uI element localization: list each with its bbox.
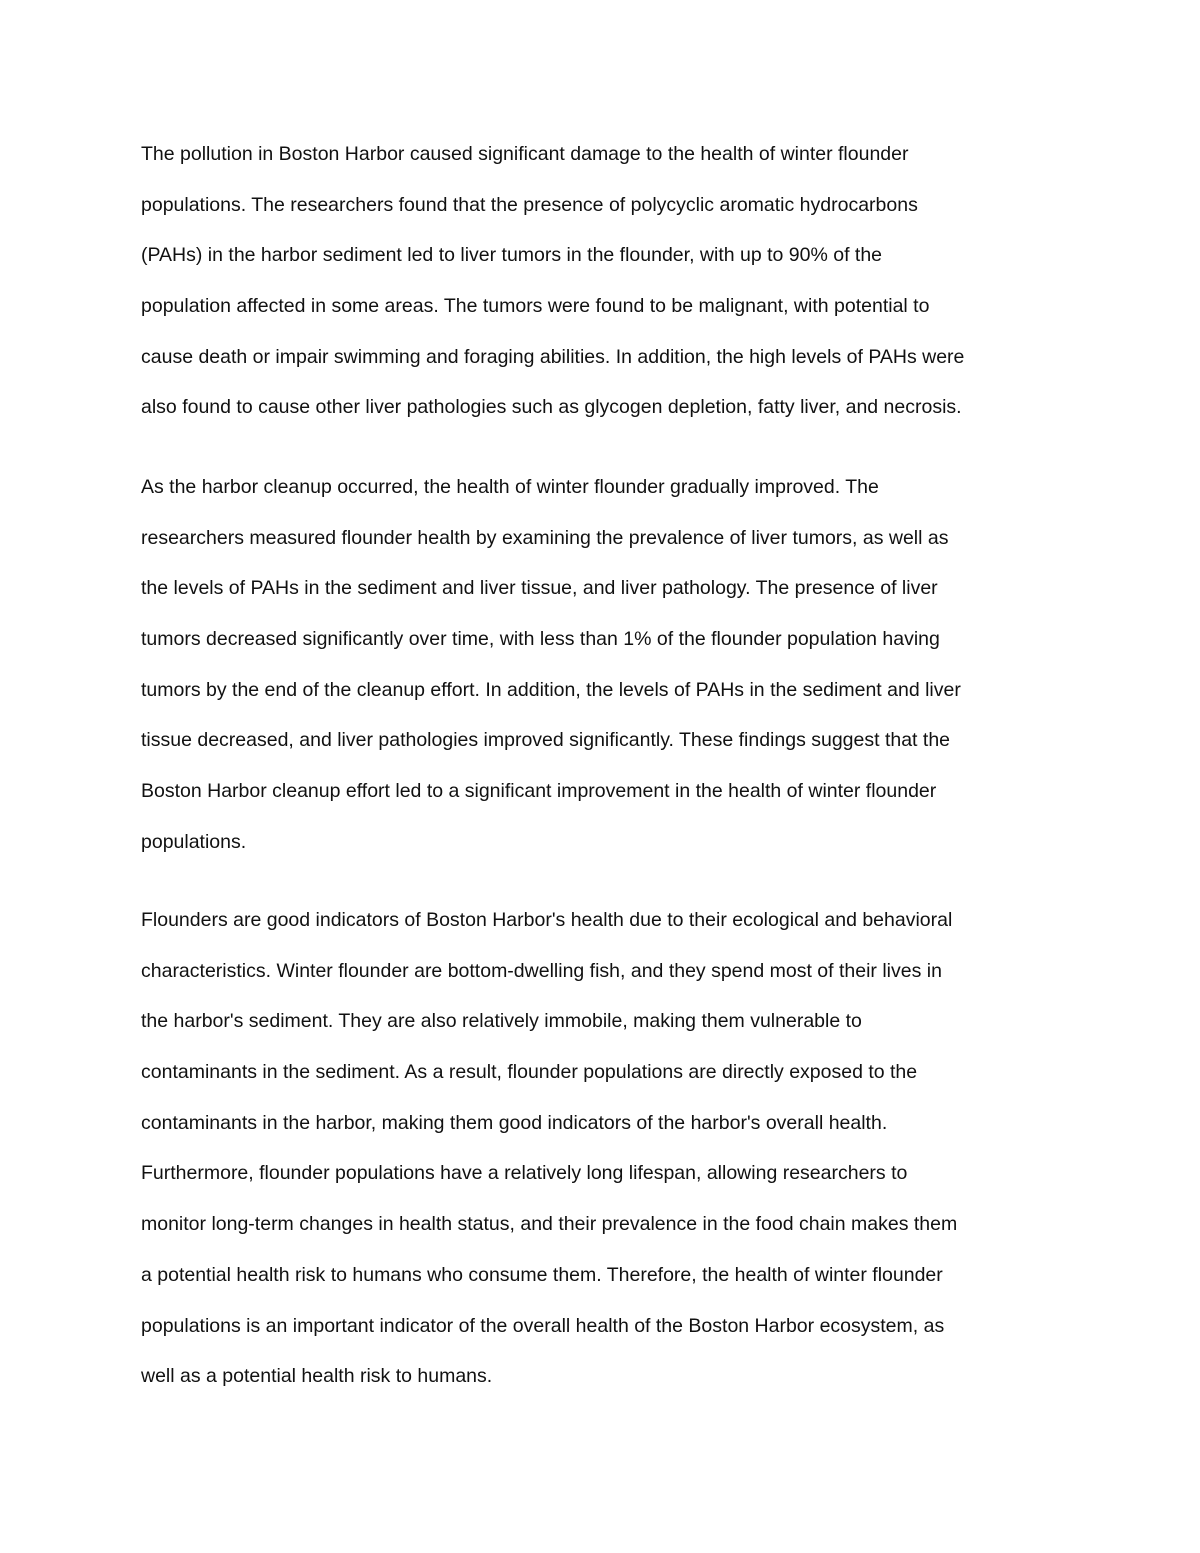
text-line: also found to cause other liver pathologies such as glycogen depletion, fatty liver, and necrosis. [141,396,962,419]
text-line: populations. [141,830,247,853]
text-line: contaminants in the sediment. As a result, flounder populations are directly exposed to the [141,1061,918,1084]
text-line: monitor long-term changes in health status, and their prevalence in the food chain makes them [141,1213,958,1236]
text-line: As the harbor cleanup occurred, the health of winter flounder gradually improved. The [141,476,879,498]
text-line: tumors decreased significantly over time, with less than 1% of the flounder population having [141,628,940,651]
text-line: (PAHs) in the harbor sediment led to liver tumors in the flounder, with up to 90% of the [141,244,883,267]
paragraph-flounder-indicators [141,909,1061,1416]
text-line: characteristics. Winter flounder are bottom-dwelling fish, and they spend most of their lives in [141,959,942,982]
paragraph-cleanup-improvement [141,476,1061,882]
text-line: the levels of PAHs in the sediment and liver tissue, and liver pathology. The presence of liver [141,577,938,600]
paragraph-flounder-damage [141,143,1061,447]
text-line: Flounders are good indicators of Boston Harbor's health due to their ecological and behavioral [141,909,953,931]
text-line: Furthermore, flounder populations have a relatively long lifespan, allowing researchers to [141,1162,908,1185]
text-line: contaminants in the harbor, making them good indicators of the harbor's overall health. [141,1111,888,1134]
text-line: populations. The researchers found that the presence of polycyclic aromatic hydrocarbons [141,193,918,216]
text-line: a potential health risk to humans who consume them. Therefore, the health of winter flounder [141,1263,943,1286]
text-line: tissue decreased, and liver pathologies improved significantly. These findings suggest that the [141,729,951,752]
text-line: Boston Harbor cleanup effort led to a significant improvement in the health of winter flounder [141,780,937,803]
text-line: researchers measured flounder health by examining the prevalence of liver tumors, as well as [141,526,949,549]
text-line: populations is an important indicator of the overall health of the Boston Harbor ecosystem, as [141,1314,945,1337]
text-line: population affected in some areas. The tumors were found to be malignant, with potential to [141,295,930,318]
text-line: The pollution in Boston Harbor caused significant damage to the health of winter flounder [141,143,909,165]
text-line: cause death or impair swimming and foraging abilities. In addition, the high levels of PAHs were [141,345,965,368]
text-line: well as a potential health risk to humans. [141,1365,493,1388]
text-line: the harbor's sediment. They are also relatively immobile, making them vulnerable to [141,1010,862,1033]
text-line: tumors by the end of the cleanup effort. In addition, the levels of PAHs in the sediment and liver [141,678,961,701]
